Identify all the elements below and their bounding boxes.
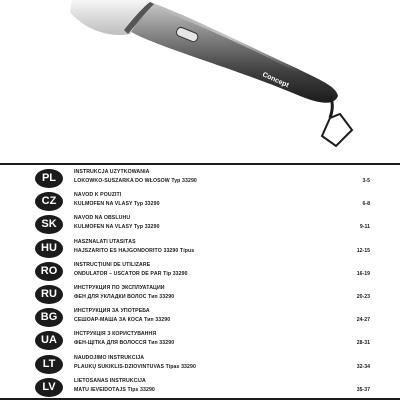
product-description: ФЕН-ЩІТКА ДЛЯ ВОЛОССЯ Тип 33290 — [74, 340, 175, 347]
language-list — [0, 167, 400, 399]
language-entry — [0, 329, 400, 352]
product-description: KULMOFÉN NA VLASY Typ 33290 — [74, 224, 160, 231]
language-badge: SK — [35, 215, 63, 234]
power-cord — [322, 96, 352, 146]
language-badge: HU — [35, 239, 63, 258]
language-badge: PL — [35, 169, 63, 188]
brand-logo: Concept — [261, 71, 290, 90]
product-description: ONDULATOR – USCĂTOR DE PĂR Tip 33290 — [74, 270, 188, 277]
language-badge: LT — [35, 355, 63, 374]
instruction-heading: ИНСТРУКЦИЯ ПО ЭКСПЛУАТАЦИИ — [74, 284, 165, 291]
language-entry — [0, 190, 400, 213]
page-range: 24-27 — [356, 317, 370, 324]
language-badge: RU — [35, 285, 63, 304]
language-badge: BG — [35, 308, 63, 327]
page-range: 16-19 — [356, 270, 370, 277]
language-entry — [0, 167, 400, 190]
instruction-heading: ІНСТРУКЦІЯ З КОРИСТУВАННЯ — [74, 331, 157, 338]
language-entry — [0, 283, 400, 306]
instruction-heading: NÁVOD K POUŽITÍ — [74, 192, 122, 199]
language-badge: LV — [35, 378, 63, 397]
product-description: MATU IEVEIDOTĀJS Tips 33290 — [74, 386, 155, 393]
product-description: СЕШОАР-МАША ЗА КОСА Тип 33290 — [74, 317, 171, 324]
instruction-heading: NÁVOD NA OBSLUHU — [74, 215, 131, 222]
product-description: HAJSZÁRÍTÓ ÉS HAJGÖNDÖRÍTŐ 33290 Típus — [74, 247, 195, 254]
instruction-heading: HASZNÁLATI UTASÍTÁS — [74, 238, 136, 245]
page-range: 28-31 — [356, 340, 370, 347]
language-badge: CZ — [35, 192, 63, 211]
page-range: 32-34 — [356, 363, 370, 370]
product-description: PLAUKŲ SUKIKLIS-DŽIOVINTUVAS Tipas 33290 — [74, 363, 196, 370]
product-description: LOKÓWKO-SUSZARKA DO WŁOSÓW Typ 33290 — [74, 178, 197, 184]
language-entry — [0, 237, 400, 260]
language-entry — [0, 260, 400, 283]
language-badge: UA — [35, 331, 63, 350]
language-entry — [0, 376, 400, 399]
language-entry — [0, 306, 400, 329]
language-entry — [0, 353, 400, 376]
instruction-heading: INSTRUKCJA UŻYTKOWANIA — [74, 169, 150, 175]
page-range: 35-37 — [356, 386, 370, 393]
product-description: ФЕН ДЛЯ УКЛАДКИ ВОЛОС Тип 33290 — [74, 293, 175, 300]
instruction-heading: LIETOŠANAS INSTRUKCIJA — [74, 377, 146, 384]
top-divider — [0, 163, 400, 165]
page-range: 9-11 — [359, 224, 370, 231]
instruction-heading: INSTRUCȚIUNI DE UTILIZARE — [74, 261, 151, 268]
language-badge: RO — [35, 262, 63, 281]
styler-body — [128, 2, 338, 103]
page-range: 3-5 — [362, 178, 370, 184]
hair-styler-illustration — [0, 0, 400, 150]
product-description: KULMOFÉN NA VLASY Typ 33290 — [74, 201, 160, 208]
instruction-heading: ИНСТРУКЦИЯ ЗА УПОТРЕБА — [74, 308, 150, 315]
instruction-heading: NAUDOJIMO INSTRUKCIJA — [74, 354, 145, 361]
language-entry — [0, 213, 400, 236]
page-range: 20-23 — [356, 293, 370, 300]
page-range: 12-15 — [356, 247, 370, 254]
page-range: 6-8 — [362, 201, 370, 208]
